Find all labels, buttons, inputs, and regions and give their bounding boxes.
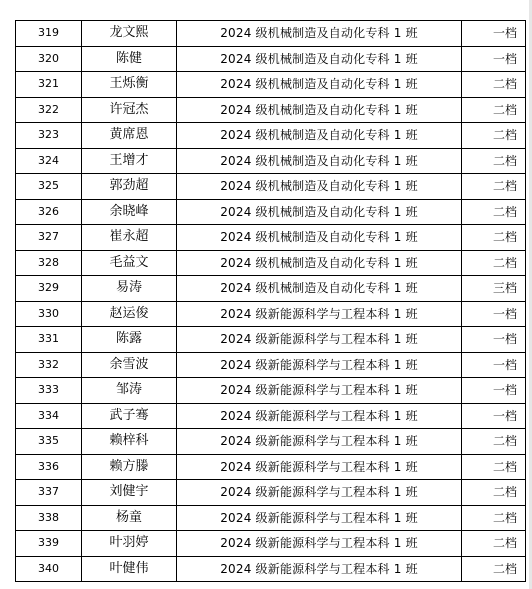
level-cell: 一档 [462, 352, 526, 378]
row-number-cell: 327 [16, 225, 82, 251]
table-row [16, 276, 526, 302]
level-cell: 二档 [462, 454, 526, 480]
table-row [16, 72, 526, 98]
class-name-cell: 2024 级机械制造及自动化专科 1 班 [177, 250, 462, 276]
table-row [16, 429, 526, 455]
class-name-cell: 2024 级新能源科学与工程本科 1 班 [177, 352, 462, 378]
level-cell: 二档 [462, 97, 526, 123]
row-number-cell: 338 [16, 505, 82, 531]
table-row [16, 505, 526, 531]
student-name-cell: 杨童 [82, 505, 177, 531]
level-cell: 二档 [462, 531, 526, 557]
table-row [16, 46, 526, 72]
row-number-cell: 337 [16, 480, 82, 506]
table-row [16, 301, 526, 327]
student-name-cell: 郭劲超 [82, 174, 177, 200]
row-number-cell: 323 [16, 123, 82, 149]
row-number-cell: 320 [16, 46, 82, 72]
student-name-cell: 陈露 [82, 327, 177, 353]
row-number-cell: 329 [16, 276, 82, 302]
table-row [16, 21, 526, 47]
student-name-cell: 叶羽婷 [82, 531, 177, 557]
table-row [16, 225, 526, 251]
level-cell: 一档 [462, 21, 526, 47]
row-number-cell: 325 [16, 174, 82, 200]
class-name-cell: 2024 级新能源科学与工程本科 1 班 [177, 556, 462, 582]
level-cell: 二档 [462, 199, 526, 225]
student-name-cell: 叶健伟 [82, 556, 177, 582]
row-number-cell: 319 [16, 21, 82, 47]
class-name-cell: 2024 级机械制造及自动化专科 1 班 [177, 199, 462, 225]
student-name-cell: 武子骞 [82, 403, 177, 429]
student-name-cell: 邹涛 [82, 378, 177, 404]
table-row [16, 97, 526, 123]
table-row [16, 352, 526, 378]
class-name-cell: 2024 级机械制造及自动化专科 1 班 [177, 97, 462, 123]
class-name-cell: 2024 级新能源科学与工程本科 1 班 [177, 301, 462, 327]
row-number-cell: 324 [16, 148, 82, 174]
level-cell: 二档 [462, 556, 526, 582]
class-name-cell: 2024 级新能源科学与工程本科 1 班 [177, 531, 462, 557]
table-row [16, 148, 526, 174]
row-number-cell: 332 [16, 352, 82, 378]
student-name-cell: 王增才 [82, 148, 177, 174]
level-cell: 一档 [462, 403, 526, 429]
class-name-cell: 2024 级机械制造及自动化专科 1 班 [177, 46, 462, 72]
student-name-cell: 王烁衡 [82, 72, 177, 98]
student-name-cell: 刘健宇 [82, 480, 177, 506]
table-row [16, 250, 526, 276]
table-body [16, 21, 526, 582]
row-number-cell: 336 [16, 454, 82, 480]
table-row [16, 531, 526, 557]
level-cell: 三档 [462, 276, 526, 302]
student-name-cell: 龙文熙 [82, 21, 177, 47]
class-name-cell: 2024 级机械制造及自动化专科 1 班 [177, 21, 462, 47]
student-name-cell: 毛益文 [82, 250, 177, 276]
level-cell: 二档 [462, 250, 526, 276]
student-name-cell: 赵运俊 [82, 301, 177, 327]
level-cell: 一档 [462, 327, 526, 353]
table-row [16, 403, 526, 429]
student-name-cell: 赖梓科 [82, 429, 177, 455]
student-name-cell: 赖方滕 [82, 454, 177, 480]
level-cell: 二档 [462, 429, 526, 455]
level-cell: 一档 [462, 378, 526, 404]
level-cell: 二档 [462, 72, 526, 98]
class-name-cell: 2024 级新能源科学与工程本科 1 班 [177, 429, 462, 455]
class-name-cell: 2024 级新能源科学与工程本科 1 班 [177, 454, 462, 480]
class-name-cell: 2024 级机械制造及自动化专科 1 班 [177, 276, 462, 302]
student-name-cell: 易涛 [82, 276, 177, 302]
row-number-cell: 328 [16, 250, 82, 276]
page-top-edge [0, 0, 532, 2]
row-number-cell: 322 [16, 97, 82, 123]
student-list-table [15, 20, 526, 582]
class-name-cell: 2024 级机械制造及自动化专科 1 班 [177, 148, 462, 174]
class-name-cell: 2024 级新能源科学与工程本科 1 班 [177, 480, 462, 506]
student-name-cell: 崔永超 [82, 225, 177, 251]
table-row [16, 454, 526, 480]
student-name-cell: 许冠杰 [82, 97, 177, 123]
table-row [16, 199, 526, 225]
level-cell: 一档 [462, 301, 526, 327]
row-number-cell: 339 [16, 531, 82, 557]
table-row [16, 378, 526, 404]
student-name-cell: 余晓峰 [82, 199, 177, 225]
row-number-cell: 330 [16, 301, 82, 327]
row-number-cell: 340 [16, 556, 82, 582]
level-cell: 二档 [462, 480, 526, 506]
student-name-cell: 黄席恩 [82, 123, 177, 149]
row-number-cell: 335 [16, 429, 82, 455]
class-name-cell: 2024 级新能源科学与工程本科 1 班 [177, 327, 462, 353]
class-name-cell: 2024 级新能源科学与工程本科 1 班 [177, 378, 462, 404]
table-row [16, 327, 526, 353]
class-name-cell: 2024 级机械制造及自动化专科 1 班 [177, 123, 462, 149]
level-cell: 二档 [462, 148, 526, 174]
level-cell: 二档 [462, 225, 526, 251]
class-name-cell: 2024 级机械制造及自动化专科 1 班 [177, 225, 462, 251]
row-number-cell: 333 [16, 378, 82, 404]
row-number-cell: 331 [16, 327, 82, 353]
class-name-cell: 2024 级机械制造及自动化专科 1 班 [177, 174, 462, 200]
table-row [16, 556, 526, 582]
row-number-cell: 321 [16, 72, 82, 98]
row-number-cell: 326 [16, 199, 82, 225]
level-cell: 二档 [462, 505, 526, 531]
class-name-cell: 2024 级新能源科学与工程本科 1 班 [177, 403, 462, 429]
table-row [16, 174, 526, 200]
level-cell: 一档 [462, 46, 526, 72]
class-name-cell: 2024 级新能源科学与工程本科 1 班 [177, 505, 462, 531]
table-row [16, 480, 526, 506]
table-row [16, 123, 526, 149]
student-name-cell: 陈健 [82, 46, 177, 72]
level-cell: 二档 [462, 123, 526, 149]
row-number-cell: 334 [16, 403, 82, 429]
level-cell: 二档 [462, 174, 526, 200]
class-name-cell: 2024 级机械制造及自动化专科 1 班 [177, 72, 462, 98]
student-name-cell: 余雪波 [82, 352, 177, 378]
